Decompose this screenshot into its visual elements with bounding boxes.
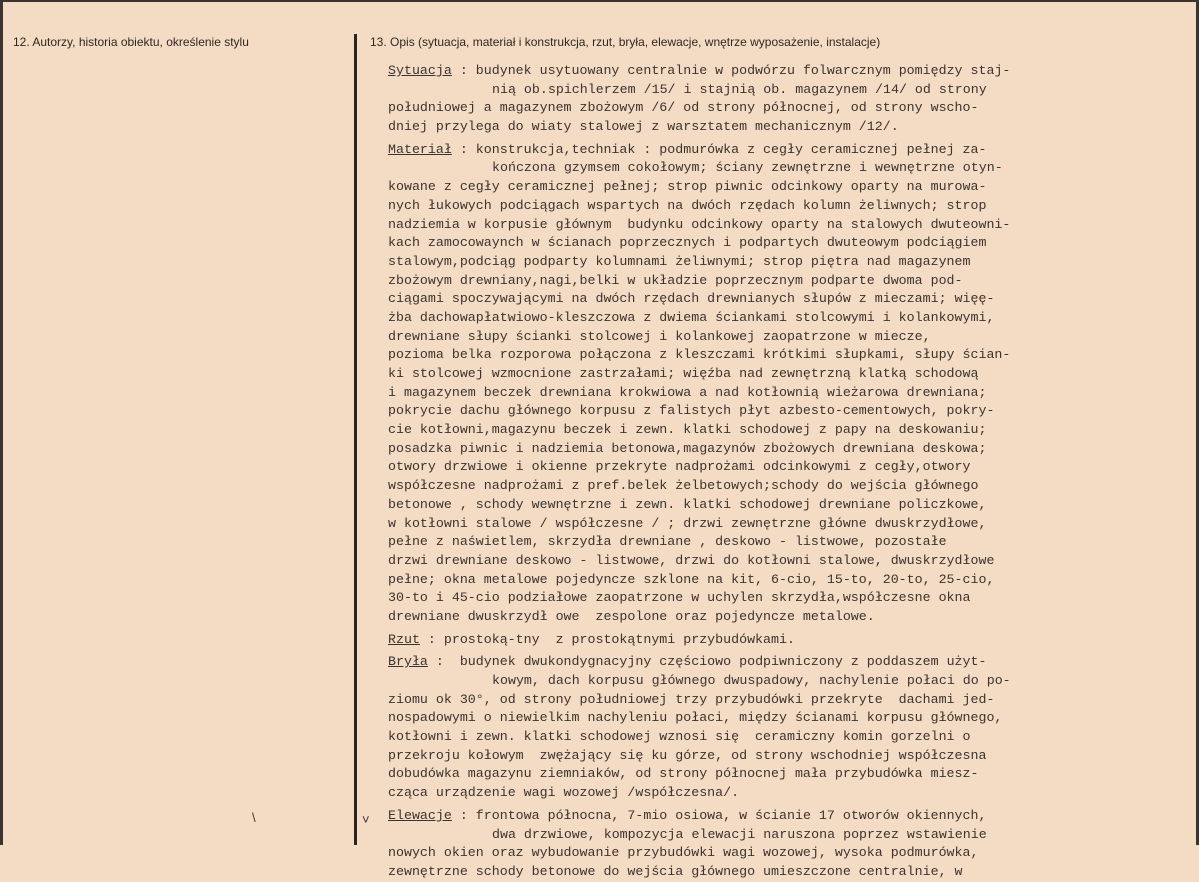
section-situation — [388, 62, 1173, 137]
text-line — [388, 458, 1173, 477]
section-plan — [388, 631, 1173, 650]
text-line — [388, 346, 1173, 365]
text-line — [388, 552, 1173, 571]
line-text: współczesne nadprożami z pref.belek żelbetowych;schody do wejścia głównego — [388, 478, 979, 494]
section-label: Materiał — [388, 141, 452, 157]
text-line — [388, 807, 1173, 826]
line-text: kowym, dach korpusu głównego dwuspadowy, nachylenie połaci do po- — [492, 673, 1011, 688]
line-text: nadziemia w korpusie głównym budynku odcinkowy oparty na stalowych dwuteowni- — [388, 216, 1011, 232]
line-text: w kotłowni stalowe / współczesne / ; drzwi zewnętrzne główne dwuskrzydłowe, — [388, 515, 987, 531]
section-massing — [388, 653, 1173, 803]
text-line — [388, 589, 1173, 608]
line-text: i magazynem beczek drewniana krokwiowa a nad kotłownią wieżarowa drewniana; — [388, 384, 987, 400]
line-text: nią ob.spichlerzem /15/ i stajnią ob. magazynem /14/ od strony — [492, 81, 987, 97]
text-line — [388, 253, 1173, 272]
text-line — [388, 728, 1173, 747]
line-text: pozioma belka rozporowa połączona z kleszczami krótkimi słupkami, słupy ścian- — [388, 347, 1011, 363]
line-text: kotłowni i zewn. klatki schodowej wznosi się ceramiczny komin gorzelni o — [388, 729, 971, 745]
text-line — [388, 384, 1173, 403]
text-line — [388, 515, 1173, 534]
text-line — [388, 826, 1173, 845]
text-line — [388, 440, 1173, 459]
column-divider — [354, 34, 357, 845]
line-text: dniej przylega do wiaty stalowej z warsztatem mechanicznym /12/. — [388, 119, 899, 135]
line-text: otwory drzwiowe i okienne przekryte nadprożami odcinkowymi z cegły,otwory — [388, 459, 971, 475]
left-tick-mark: \ — [252, 810, 256, 825]
text-line — [388, 365, 1173, 384]
text-line — [388, 631, 1173, 650]
line-text: ki stolcowej wzmocnione zastrzałami; więźba nad zewnętrzną klatką schodową — [388, 366, 979, 381]
line-text: cząca urządzenie wagi wozowej /współczesna/. — [388, 785, 740, 801]
text-line — [388, 653, 1173, 672]
line-text: : frontowa północna, 7-mio osiowa, w ścianie 17 otworów okiennych, — [451, 807, 987, 823]
line-text: ciągami spoczywającymi na dwóch rzędach drewnianych słupów z mieczami; więę- — [388, 291, 995, 307]
line-text: pokrycie dachu głównego korpusu z falistych płyt azbesto-cementowych, pokry- — [388, 403, 995, 419]
line-text: zbożowym drewniany,nagi,belki w układzie poprzecznym podparte dwoma pod- — [388, 272, 963, 288]
line-text: przekroju kołowym zwężający się ku górze, od strony wschodniej współczesna — [388, 747, 987, 763]
line-text: kowane z cegły ceramicznej pełnej; strop piwnic odcinkowy oparty na murowa- — [388, 179, 987, 195]
line-text: cie kotłowni,magazynu beczek i zewn. klatki schodowej z papy na deskowaniu; — [388, 422, 987, 438]
text-line — [388, 272, 1173, 291]
text-line — [388, 747, 1173, 766]
text-line — [388, 159, 1173, 178]
text-line — [388, 863, 1173, 882]
line-text: : konstrukcja,techniak : podmurówka z cegły ceramicznej pełnej za- — [451, 141, 987, 157]
text-line — [388, 533, 1173, 552]
line-text: pełne z naświetlem, skrzydła drewniane , deskowo - listwowe, pozostałe — [388, 534, 947, 550]
text-line — [388, 99, 1173, 118]
text-line — [388, 141, 1173, 160]
text-line — [388, 784, 1173, 803]
left-column-header: 12. Autorzy, historia obiektu, określenie stylu — [13, 35, 249, 49]
section-elevations — [388, 807, 1173, 882]
line-text: dwa drzwiowe, kompozycja elewacji naruszona poprzez wstawienie — [492, 826, 987, 842]
line-text: nych łukowych podciągach wspartych na dwóch rzędach kolumn żeliwnych; strop — [388, 197, 987, 213]
line-text: południowej a magazynem zbożowym /6/ od strony północnej, od strony wscho- — [388, 100, 979, 116]
text-line — [388, 197, 1173, 216]
line-text: stalowym,podciąg podparty kolumnami żeliwnymi; strop piętra nad magazynem — [388, 253, 971, 269]
line-text: 30-to i 45-cio podziałowe zaopatrzone w uchylen skrzydła,współczesne okna — [388, 590, 971, 606]
section-label: Sytuacja — [388, 63, 452, 78]
text-line — [388, 477, 1173, 496]
line-text: drzwi drewniane deskowo - listwowe, drzwi do kotłowni stalowe, dwuskrzydłowe — [388, 552, 995, 568]
text-line — [388, 178, 1173, 197]
line-text: nospadowymi o niewielkim nachyleniu połaci, między ścianami korpusu głównego, — [388, 710, 1003, 726]
section-label: Elewacje — [388, 807, 452, 823]
text-line — [388, 672, 1173, 691]
line-text: nowych okien oraz wybudowanie przybudówki wagi wozowej, wysoka podmurówka, — [388, 845, 979, 861]
text-line — [388, 608, 1173, 627]
line-text: ziomu ok 30°, od strony południowej trzy przybudówki przekryte dachami jed- — [388, 691, 995, 707]
text-line — [388, 496, 1173, 515]
text-line — [388, 328, 1173, 347]
text-line — [388, 421, 1173, 440]
line-text: posadzka piwnic i nadziemia betonowa,magazynów zbożowych drewniana deskowa; — [388, 440, 987, 456]
line-text: betonowe , schody wewnętrzne i zewn. klatki schodowej drewniane policzkowe, — [388, 496, 987, 512]
line-text: : budynek usytuowany centralnie w podwórzu folwarcznym pomiędzy staj- — [451, 63, 1011, 78]
text-line — [388, 290, 1173, 309]
text-line — [388, 709, 1173, 728]
line-text: kach zamocowaynch w ścianach poprzecznych i podpartych dwuteowym podciągiem — [388, 235, 987, 251]
line-text: : prostoką-tny z prostokątnymi przybudówkami. — [419, 631, 795, 647]
section-material — [388, 141, 1173, 627]
text-line — [388, 844, 1173, 863]
text-line — [388, 62, 1173, 81]
text-line — [388, 234, 1173, 253]
page-border-left — [0, 0, 3, 845]
line-text: : budynek dwukondygnacyjny częściowo podpiwniczony z poddaszem użyt- — [427, 654, 987, 670]
section-label: Rzut — [388, 631, 420, 647]
line-text: pełne; okna metalowe pojedyncze szklone na kit, 6-cio, 15-to, 20-to, 25-cio, — [388, 571, 995, 587]
right-column-header: 13. Opis (sytuacja, materiał i konstrukcja, rzut, bryła, elewacje, wnętrze wyposażenie, instalacje) — [370, 35, 881, 49]
line-text: żba dachowapłatwiowo-kleszczowa z dwiema ściankami stolcowymi i kolankowymi, — [388, 309, 995, 325]
line-text: drewniane dwuskrzydł owe zespolone oraz pojedyncze metalowe. — [388, 608, 875, 624]
page-border-top — [0, 0, 1199, 2]
text-line — [388, 402, 1173, 421]
section-label: Bryła — [388, 654, 428, 670]
line-text: kończona gzymsem cokołowym; ściany zewnętrzne i wewnętrzne otyn- — [492, 160, 1003, 176]
line-text: dobudówka magazynu ziemniaków, od strony północnej mała przybudówka miesz- — [388, 766, 979, 782]
line-text: zewnętrzne schody betonowe do wejścia głównego umieszczone centralnie, w — [388, 863, 963, 879]
text-line — [388, 216, 1173, 235]
description-text — [388, 62, 1173, 882]
text-line — [388, 691, 1173, 710]
text-line — [388, 765, 1173, 784]
text-line — [388, 309, 1173, 328]
line-text: drewniane słupy ścianki stolcowej i kolankowej zaopatrzone w miecze, — [388, 328, 931, 344]
text-line — [388, 81, 1173, 100]
right-tick-mark: ˅ — [362, 812, 370, 827]
text-line — [388, 571, 1173, 590]
text-line — [388, 118, 1173, 137]
